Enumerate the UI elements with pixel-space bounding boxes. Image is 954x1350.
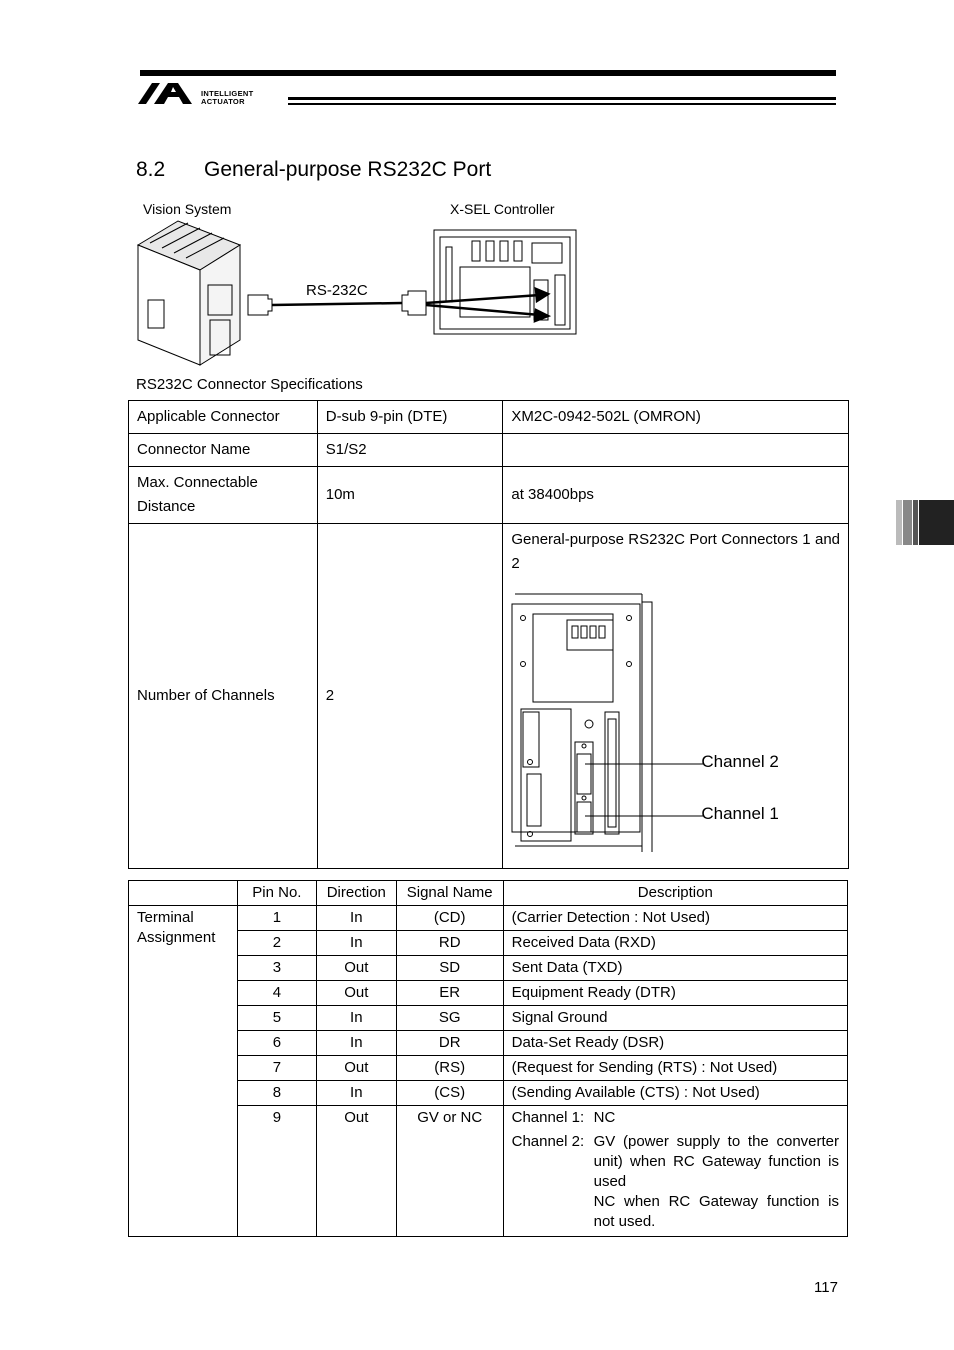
pin-signal: SD: [396, 956, 503, 981]
pin-direction: Out: [316, 981, 396, 1006]
pin-description: (Sending Available (CTS) : Not Used): [503, 1081, 847, 1106]
vision-system-illustration: [138, 221, 240, 365]
pin-description: [503, 1106, 847, 1237]
pin-description: Data-Set Ready (DSR): [503, 1031, 847, 1056]
spec-row: [129, 467, 849, 524]
spec-note: [503, 434, 849, 467]
section-title: General-purpose RS232C Port: [204, 158, 492, 181]
pin-description: Signal Ground: [503, 1006, 847, 1031]
header-rule-mid: [288, 97, 836, 100]
pin-signal: DR: [396, 1031, 503, 1056]
pin-number: 9: [237, 1106, 316, 1237]
header-rule-low: [288, 103, 836, 105]
spec-note: XM2C-0942-502L (OMRON): [503, 401, 849, 434]
pin-number: 3: [237, 956, 316, 981]
pin-signal: (CS): [396, 1081, 503, 1106]
channel-notes: [512, 1108, 839, 1232]
pin-description: Sent Data (TXD): [503, 956, 847, 981]
spec-note: at 38400bps: [503, 467, 849, 524]
pin-description: Received Data (RXD): [503, 931, 847, 956]
pin-signal: ER: [396, 981, 503, 1006]
connection-diagram: [130, 215, 590, 375]
pin-direction: In: [316, 1081, 396, 1106]
spec-value: D-sub 9-pin (DTE): [317, 401, 503, 434]
rs232c-cable: [248, 291, 426, 315]
channel-2-value-not-used: NC when RC Gateway function is not used.: [593, 1193, 839, 1230]
table-header-row: [129, 881, 848, 906]
spec-note: General-purpose RS232C Port Connectors 1 and 2: [511, 531, 840, 572]
spec-row: [129, 401, 849, 434]
group-label: Terminal Assignment: [129, 906, 238, 1237]
chapter-tab-marker: [896, 500, 954, 545]
pin-number: 8: [237, 1081, 316, 1106]
pin-number: 7: [237, 1056, 316, 1081]
pin-direction: In: [316, 931, 396, 956]
header-rule-top: [140, 70, 836, 76]
logo-line-1: INTELLIGENT: [201, 89, 254, 98]
spec-row: [129, 524, 849, 869]
connector-panel-illustration: [507, 584, 707, 864]
pin-assignment-table: [128, 880, 848, 1237]
spec-value: 10m: [317, 467, 503, 524]
channels-cell: [503, 524, 849, 869]
section-number: 8.2: [136, 158, 166, 181]
pin-direction: In: [316, 1031, 396, 1056]
channel-1-value: NC: [593, 1109, 616, 1126]
spec-label: Connector Name: [129, 434, 318, 467]
pin-description: (Request for Sending (RTS) : Not Used): [503, 1056, 847, 1081]
column-header: [129, 881, 238, 906]
channel-1-key: Channel 1:: [511, 1109, 585, 1126]
pin-number: 4: [237, 981, 316, 1006]
table-row: [129, 906, 848, 931]
column-header: Direction: [316, 881, 396, 906]
ia-logo-icon: [138, 80, 202, 106]
pin-direction: Out: [316, 956, 396, 981]
pin-signal: (RS): [396, 1056, 503, 1081]
column-header: Description: [503, 881, 847, 906]
pin-number: 5: [237, 1006, 316, 1031]
channel-2-value-used: GV (power supply to the converter unit) when RC Gateway function is used: [593, 1133, 839, 1190]
pin-direction: Out: [316, 1106, 396, 1237]
column-header: Pin No.: [237, 881, 316, 906]
pin-description: Equipment Ready (DTR): [503, 981, 847, 1006]
pin-signal: GV or NC: [396, 1106, 503, 1237]
pin-signal: (CD): [396, 906, 503, 931]
spec-row: [129, 434, 849, 467]
spec-label: Number of Channels: [129, 524, 318, 869]
channel-2-label: Channel 2: [701, 752, 779, 771]
page-number: 117: [814, 1279, 838, 1296]
pin-number: 2: [237, 931, 316, 956]
pin-direction: Out: [316, 1056, 396, 1081]
vision-system-label: Vision System: [143, 201, 232, 217]
logo-wordmark: [201, 90, 253, 106]
spec-label: Max. Connectable Distance: [129, 467, 318, 524]
channel-2-key: Channel 2:: [511, 1133, 585, 1150]
pin-description: (Carrier Detection : Not Used): [503, 906, 847, 931]
pin-number: 6: [237, 1031, 316, 1056]
channel-1-label: Channel 1: [701, 804, 779, 823]
spec-table: [128, 400, 849, 869]
section-heading: [136, 158, 491, 182]
pin-direction: In: [316, 1006, 396, 1031]
logo-line-2: ACTUATOR: [201, 97, 245, 106]
pin-direction: In: [316, 906, 396, 931]
column-header: Signal Name: [396, 881, 503, 906]
pin-signal: RD: [396, 931, 503, 956]
spec-value: S1/S2: [317, 434, 503, 467]
pin-number: 1: [237, 906, 316, 931]
spec-table-caption: RS232C Connector Specifications: [136, 376, 363, 393]
controller-illustration: [434, 230, 576, 334]
cable-label: RS-232C: [306, 282, 368, 299]
spec-value: 2: [317, 524, 503, 869]
spec-label: Applicable Connector: [129, 401, 318, 434]
pin-signal: SG: [396, 1006, 503, 1031]
controller-label: X-SEL Controller: [450, 201, 555, 217]
